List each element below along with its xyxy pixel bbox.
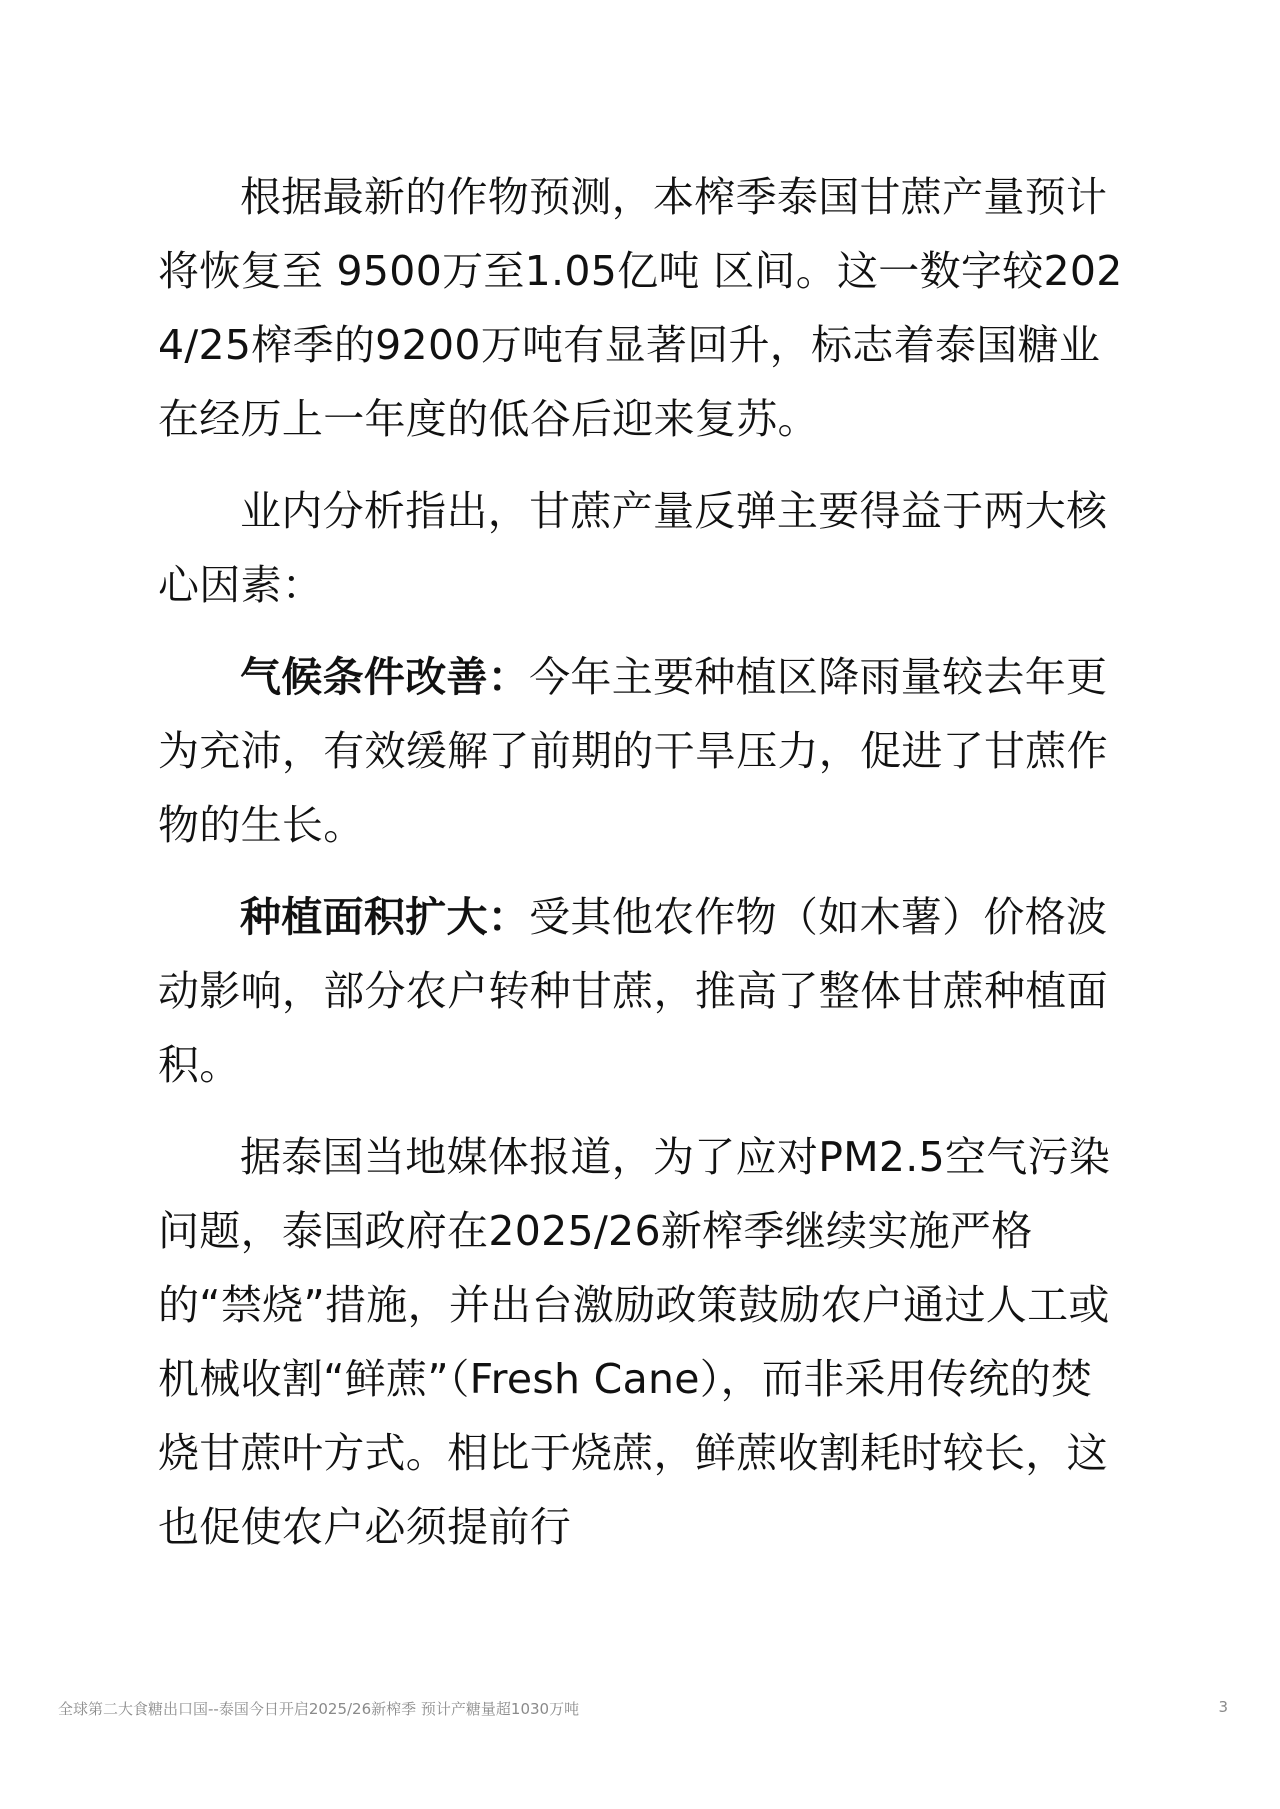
paragraph-5-text: 据泰国当地媒体报道，为了应对PM2.5空气污染问题，泰国政府在2025/26新榨季继续实施严格的“禁烧”措施，并出台激励政策鼓励农户通过人工或机械收割“鲜蔗”（Fresh Cane），而非采用传统的焚烧甘蔗叶方式。相比于烧蔗，鲜蔗收割耗时较长，这也促使农户必须提前行 <box>158 1133 1111 1551</box>
paragraph-3 <box>158 640 1123 862</box>
footer-document-title: 全球第二大食糖出口国--泰国今日开启2025/26新榨季 预计产糖量超1030万吨 <box>58 1700 580 1718</box>
article-body <box>158 160 1123 1582</box>
paragraph-2-text: 业内分析指出，甘蔗产量反弹主要得益于两大核心因素： <box>158 487 1108 609</box>
paragraph-5 <box>158 1120 1123 1564</box>
paragraph-3-lead: 气候条件改善： <box>240 653 530 701</box>
paragraph-4 <box>158 880 1123 1102</box>
paragraph-1 <box>158 160 1123 456</box>
footer-page-number: 3 <box>1218 1698 1228 1716</box>
paragraph-4-text: 受其他农作物（如木薯）价格波动影响，部分农户转种甘蔗，推高了整体甘蔗种植面积。 <box>158 893 1108 1089</box>
paragraph-3-text: 今年主要种植区降雨量较去年更为充沛，有效缓解了前期的干旱压力，促进了甘蔗作物的生长。 <box>158 653 1108 849</box>
paragraph-1-text: 根据最新的作物预测，本榨季泰国甘蔗产量预计将恢复至 9500万至1.05亿吨 区间。这一数字较2024/25榨季的9200万吨有显著回升，标志着泰国糖业在经历上一年度的低谷后迎来复苏。 <box>158 173 1123 443</box>
paragraph-2 <box>158 474 1123 622</box>
paragraph-4-lead: 种植面积扩大： <box>240 893 530 941</box>
